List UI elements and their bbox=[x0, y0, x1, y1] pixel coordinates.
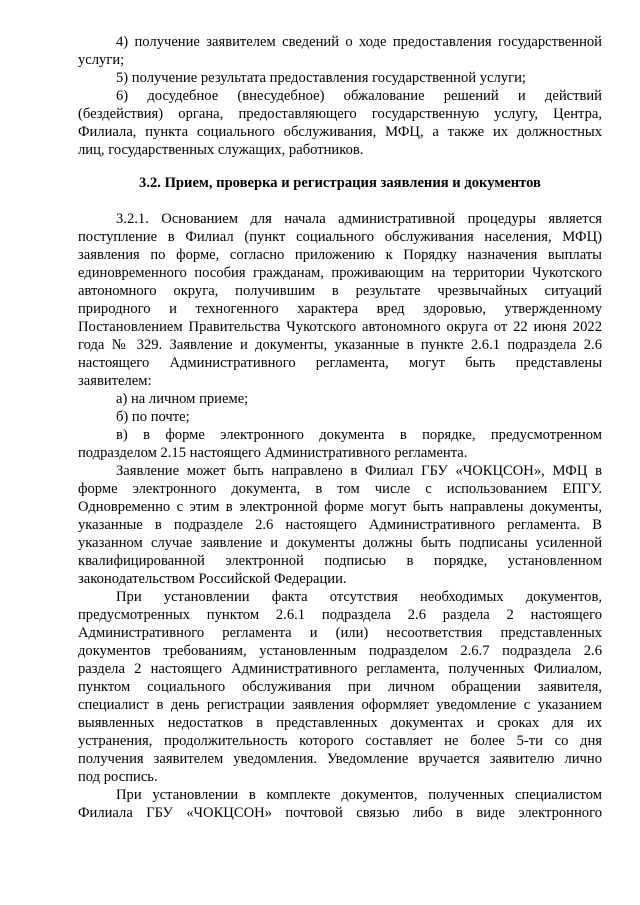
text-line: При установлении факта отсутствия необходимых документов, bbox=[116, 589, 602, 605]
text-line: природного и техногенного характера вред здоровью, утвержденному bbox=[78, 301, 602, 317]
text-line: в) в форме электронного документа в порядке, предусмотренном bbox=[116, 427, 602, 443]
text-line: 5) получение результата предоставления государственной услуги; bbox=[116, 70, 526, 86]
text-line: раздела 2 настоящего Административного регламента, полученных Филиалом, bbox=[78, 661, 602, 677]
text-line: заявителем: bbox=[78, 373, 152, 389]
text-line: поступление в Филиал (пункт социального обслуживания населения, МФЦ) bbox=[78, 229, 602, 245]
text-line: выявленных недостатков в представленных документах и сроках для их bbox=[78, 715, 602, 731]
text-line: 6) досудебное (внесудебное) обжалование решений и действий bbox=[116, 88, 602, 104]
text-line: предусмотренных пунктом 2.6.1 подраздела 2.6 раздела 2 настоящего bbox=[78, 607, 602, 623]
text-line: заявления по форме, согласно приложению к Порядку назначения выплаты bbox=[78, 247, 602, 263]
text-line: устранения, продолжительность которого составляет не более 5-ти со дня bbox=[78, 733, 602, 749]
text-line: квалифицированной электронной подписью в порядке, установленном bbox=[78, 553, 602, 569]
text-line: форме электронного документа, в том числе с использованием ЕПГУ. bbox=[78, 481, 602, 497]
text-line: указанные в подразделе 2.6 настоящего Административного регламента. В bbox=[78, 517, 602, 533]
text-line: Одновременно с этим в электронной форме могут быть направлены документы, bbox=[78, 499, 602, 515]
text-line: Административного регламента и (или) несоответствия представленных bbox=[78, 625, 602, 641]
text-line: 4) получение заявителем сведений о ходе предоставления государственной bbox=[116, 34, 602, 50]
text-line: услуги; bbox=[78, 52, 125, 68]
text-line: Филиала ГБУ «ЧОКЦСОН» почтовой связью либо в виде электронного bbox=[78, 805, 602, 821]
text-line: единовременного пособия гражданам, проживающим на территории Чукотского bbox=[78, 265, 602, 281]
text-line: (бездействия) органа, предоставляющего государственную услугу, Центра, bbox=[78, 106, 602, 122]
text-line: специалист в день регистрации заявления оформляет уведомление с указанием bbox=[78, 697, 602, 713]
text-line: подразделом 2.15 настоящего Административного регламента. bbox=[78, 445, 468, 461]
text-line: автономного округа, получившим в результате чрезвычайных ситуаций bbox=[78, 283, 602, 299]
section-heading: 3.2. Прием, проверка и регистрация заявления и документов bbox=[139, 175, 541, 191]
text-line: указанном случае заявление и документы должны быть подписаны усиленной bbox=[78, 535, 602, 551]
text-line: года № 329. Заявление и документы, указанные в пункте 2.6.1 подраздела 2.6 bbox=[78, 337, 602, 353]
text-line: 3.2.1. Основанием для начала административной процедуры является bbox=[116, 211, 602, 227]
text-line: под роспись. bbox=[78, 769, 158, 785]
text-line: документов требованиям, установленным подразделом 2.6.7 подраздела 2.6 bbox=[78, 643, 602, 659]
text-line: а) на личном приеме; bbox=[116, 391, 249, 407]
text-line: лиц, государственных служащих, работников. bbox=[78, 142, 364, 158]
text-line: пунктом социального обслуживания при личном обращении заявителя, bbox=[78, 679, 602, 695]
text-line: законодательством Российской Федерации. bbox=[78, 571, 347, 587]
text-line: При установлении в комплекте документов, полученных специалистом bbox=[116, 787, 602, 803]
text-line: б) по почте; bbox=[116, 409, 190, 425]
text-line: Филиала, пункта социального обслуживания, МФЦ, а также их должностных bbox=[78, 124, 602, 140]
text-line: Заявление может быть направлено в Филиал ГБУ «ЧОКЦСОН», МФЦ в bbox=[116, 463, 602, 479]
text-line: получения заявителем уведомления. Уведомление вручается заявителю лично bbox=[78, 751, 602, 767]
text-line: настоящего Административного регламента, могут быть представлены bbox=[78, 355, 602, 371]
text-line: Постановлением Правительства Чукотского автономного округа от 22 июня 2022 bbox=[78, 319, 602, 335]
